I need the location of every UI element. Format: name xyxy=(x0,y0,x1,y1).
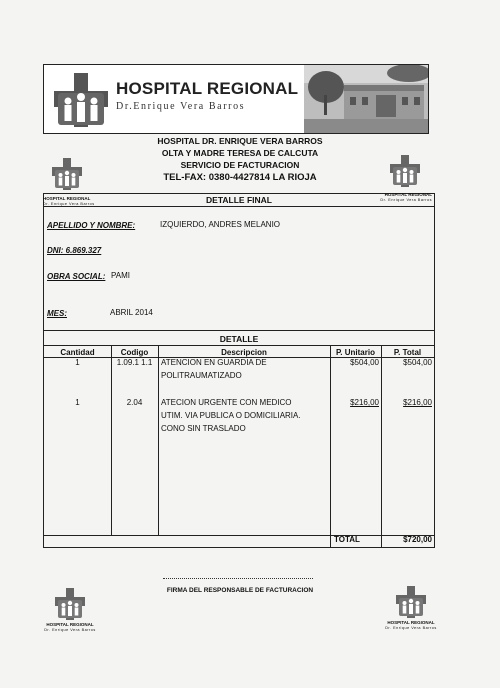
row-descripcion-line: POLITRAUMATIZADO xyxy=(161,371,242,380)
col-cantidad: Cantidad xyxy=(60,348,95,357)
hospital-logo-left xyxy=(52,158,82,190)
hospital-building-photo xyxy=(304,65,428,133)
section-title: DETALLE FINAL xyxy=(206,195,272,205)
header-service: SERVICIO DE FACTURACION xyxy=(180,160,300,170)
obra-social-label: OBRA SOCIAL: xyxy=(47,272,106,281)
mes-label: MES: xyxy=(47,309,67,318)
dni-label: DNI: 6.869.327 xyxy=(47,246,102,255)
col-descripcion: Descripcion xyxy=(221,348,267,357)
row-descripcion-line: ATENCION EN GUARDIA DE xyxy=(161,358,267,367)
invoice-frame xyxy=(43,193,435,548)
signature-line xyxy=(163,578,313,579)
logo-caption-bottom-left: HOSPITAL REGIONAL Dr. Enrique Vera Barros xyxy=(44,622,96,632)
header-hospital-name: HOSPITAL DR. ENRIQUE VERA BARROS xyxy=(157,136,323,146)
row-descripcion-line: ATECION URGENTE CON MEDICO xyxy=(161,398,292,407)
row-p-unitario: $216,00 xyxy=(350,398,379,407)
col-p-total: P. Total xyxy=(393,348,422,357)
logo-caption-bottom-right: HOSPITAL REGIONAL Dr. Enrique Vera Barros xyxy=(385,620,437,630)
detail-title: DETALLE xyxy=(219,334,259,344)
row-p-total: $504,00 xyxy=(403,358,432,367)
row-codigo: 1.09.1 1.1 xyxy=(116,358,153,367)
row-descripcion-line: UTIM. VIA PUBLICA O DOMICILIARIA. xyxy=(161,411,301,420)
total-label: TOTAL xyxy=(334,535,360,544)
name-value: IZQUIERDO, ANDRES MELANIO xyxy=(160,220,281,229)
banner-title: HOSPITAL REGIONAL xyxy=(116,79,299,98)
hospital-logo-bottom-right xyxy=(396,586,426,618)
logo-caption-right: HOSPITAL REGIONAL Dr. Enrique Vera Barros xyxy=(380,192,432,202)
row-codigo: 2.04 xyxy=(126,398,143,407)
hospital-family-logo xyxy=(52,71,110,129)
row-p-unitario: $504,00 xyxy=(350,358,379,367)
header-tel-fax: TEL-FAX: 0380-4427814 LA RIOJA xyxy=(163,172,317,183)
mes-value: ABRIL 2014 xyxy=(110,308,153,317)
row-cantidad: 1 xyxy=(75,358,80,367)
obra-social-value: PAMI xyxy=(111,271,130,280)
logo-caption-left: HOSPITAL REGIONAL Dr. Enrique Vera Barros xyxy=(43,196,95,206)
banner-subtitle: Dr.Enrique Vera Barros xyxy=(116,101,246,112)
row-descripcion-line: CONO SIN TRASLADO xyxy=(161,424,246,433)
name-label: APELLIDO Y NOMBRE: xyxy=(47,221,136,230)
total-value: $720,00 xyxy=(403,535,432,544)
col-codigo: Codigo xyxy=(120,348,149,357)
hospital-logo-bottom-left xyxy=(55,588,85,620)
row-p-total: $216,00 xyxy=(403,398,432,407)
hospital-banner xyxy=(43,64,429,134)
row-cantidad: 1 xyxy=(75,398,80,407)
signature-label: FIRMA DEL RESPONSABLE DE FACTURACION xyxy=(166,587,314,594)
col-p-unitario: P. Unitario xyxy=(336,348,375,357)
header-address: OLTA Y MADRE TERESA DE CALCUTA xyxy=(161,148,319,158)
hospital-logo-right xyxy=(390,155,420,187)
